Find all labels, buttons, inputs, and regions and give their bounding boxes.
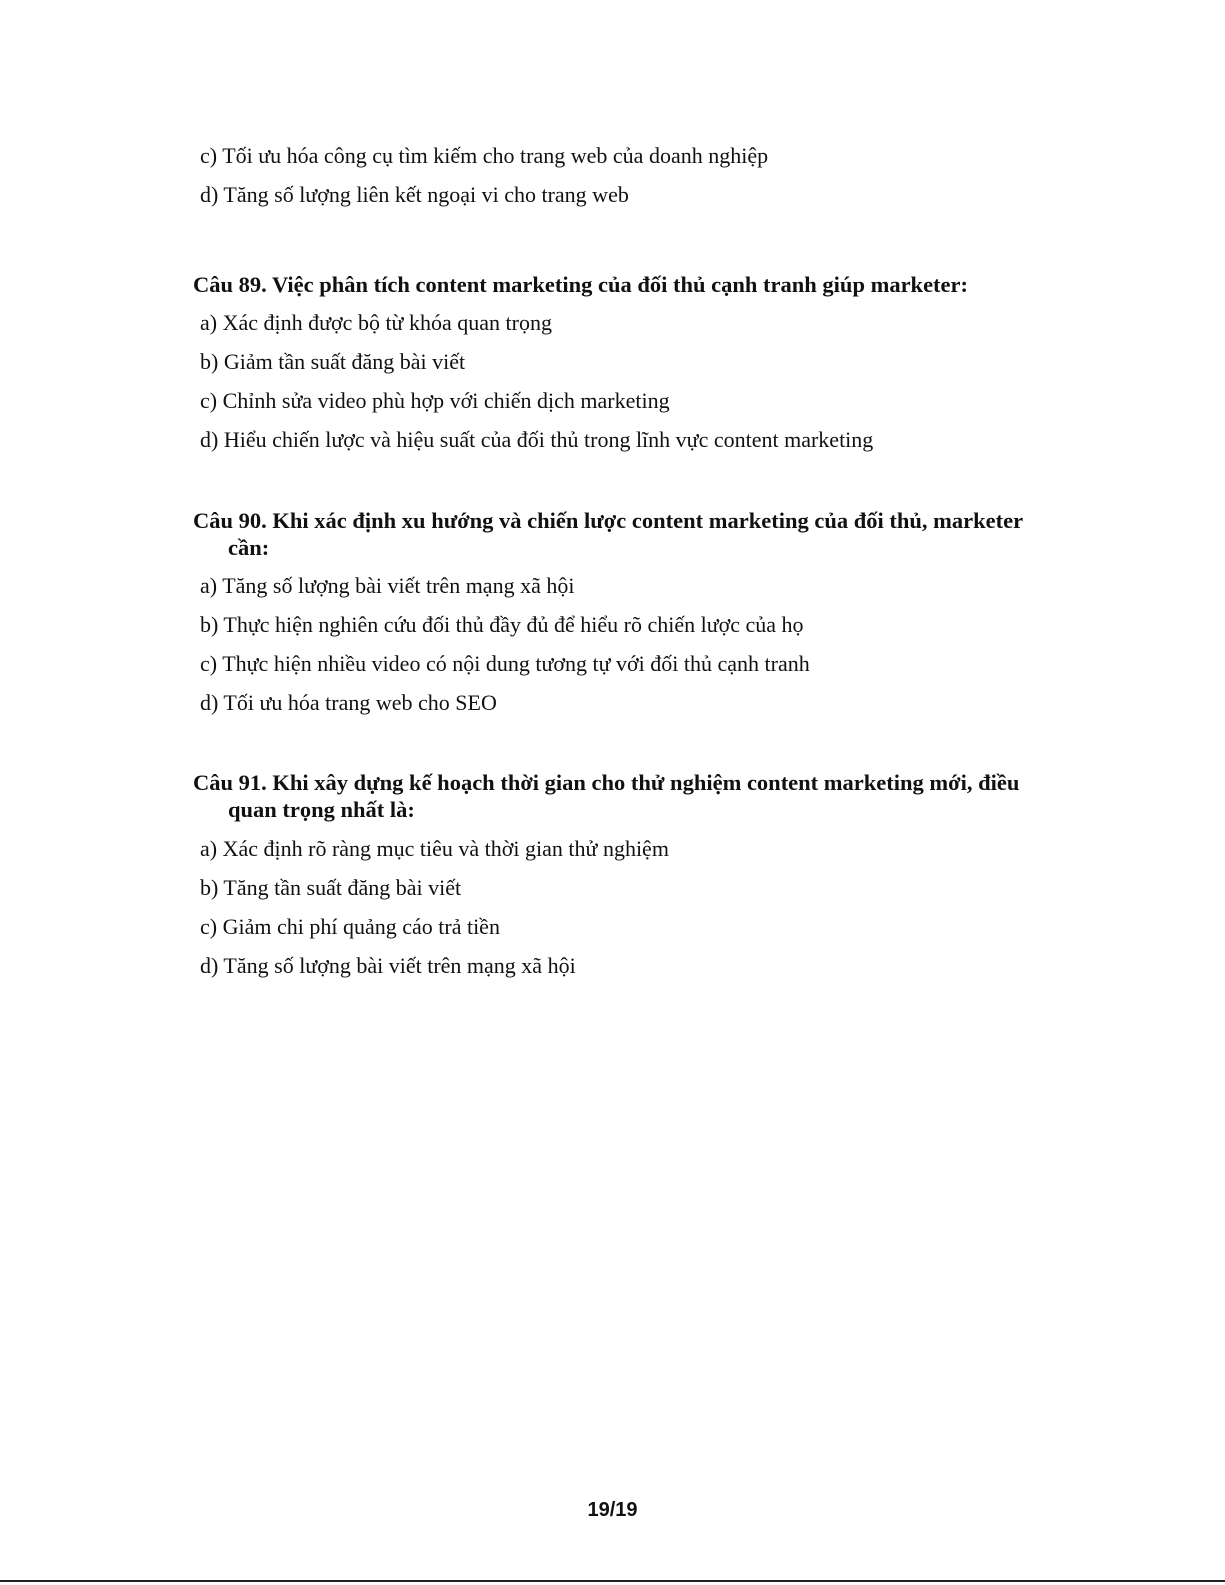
- question-90-option-b: b) Thực hiện nghiên cứu đối thủ đầy đủ để hiểu rõ chiến lược của họ: [200, 612, 804, 637]
- question-90-title-line2: cần:: [228, 535, 270, 560]
- page-number: 19/19: [587, 1499, 638, 1521]
- option-d-prev: d) Tăng số lượng liên kết ngoại vi cho trang web: [200, 182, 629, 207]
- question-89-option-d: d) Hiểu chiến lược và hiệu suất của đối thủ trong lĩnh vực content marketing: [200, 427, 874, 452]
- question-90-option-c: c) Thực hiện nhiều video có nội dung tương tự với đối thủ cạnh tranh: [200, 651, 810, 676]
- page-bottom-rule: [0, 1580, 1225, 1582]
- question-90-title-line1: Câu 90. Khi xác định xu hướng và chiến lược content marketing của đối thủ, marketer: [193, 508, 1024, 533]
- question-89-option-c: c) Chỉnh sửa video phù hợp với chiến dịch marketing: [200, 388, 670, 413]
- question-90-title: [193, 507, 1093, 561]
- question-91-option-b: b) Tăng tần suất đăng bài viết: [200, 875, 462, 900]
- question-90-option-a: a) Tăng số lượng bài viết trên mạng xã hội: [200, 573, 575, 598]
- question-91-title-line1: Câu 91. Khi xây dựng kế hoạch thời gian cho thử nghiệm content marketing mới, điều: [193, 770, 1020, 795]
- option-c-prev: c) Tối ưu hóa công cụ tìm kiếm cho trang web của doanh nghiệp: [200, 143, 769, 168]
- question-89-title-line1: Câu 89. Việc phân tích content marketing của đối thủ cạnh tranh giúp marketer:: [193, 272, 969, 297]
- question-91-title: [193, 769, 1093, 823]
- question-91-title-line2: quan trọng nhất là:: [228, 797, 415, 822]
- question-90-option-d: d) Tối ưu hóa trang web cho SEO: [200, 690, 497, 715]
- question-89-title: [193, 271, 1093, 298]
- question-91-option-a: a) Xác định rõ ràng mục tiêu và thời gian thử nghiệm: [200, 836, 669, 861]
- question-89-option-b: b) Giảm tần suất đăng bài viết: [200, 349, 466, 374]
- question-89-option-a: a) Xác định được bộ từ khóa quan trọng: [200, 310, 552, 335]
- question-91-option-d: d) Tăng số lượng bài viết trên mạng xã hội: [200, 953, 576, 978]
- question-91-option-c: c) Giảm chi phí quảng cáo trả tiền: [200, 914, 500, 939]
